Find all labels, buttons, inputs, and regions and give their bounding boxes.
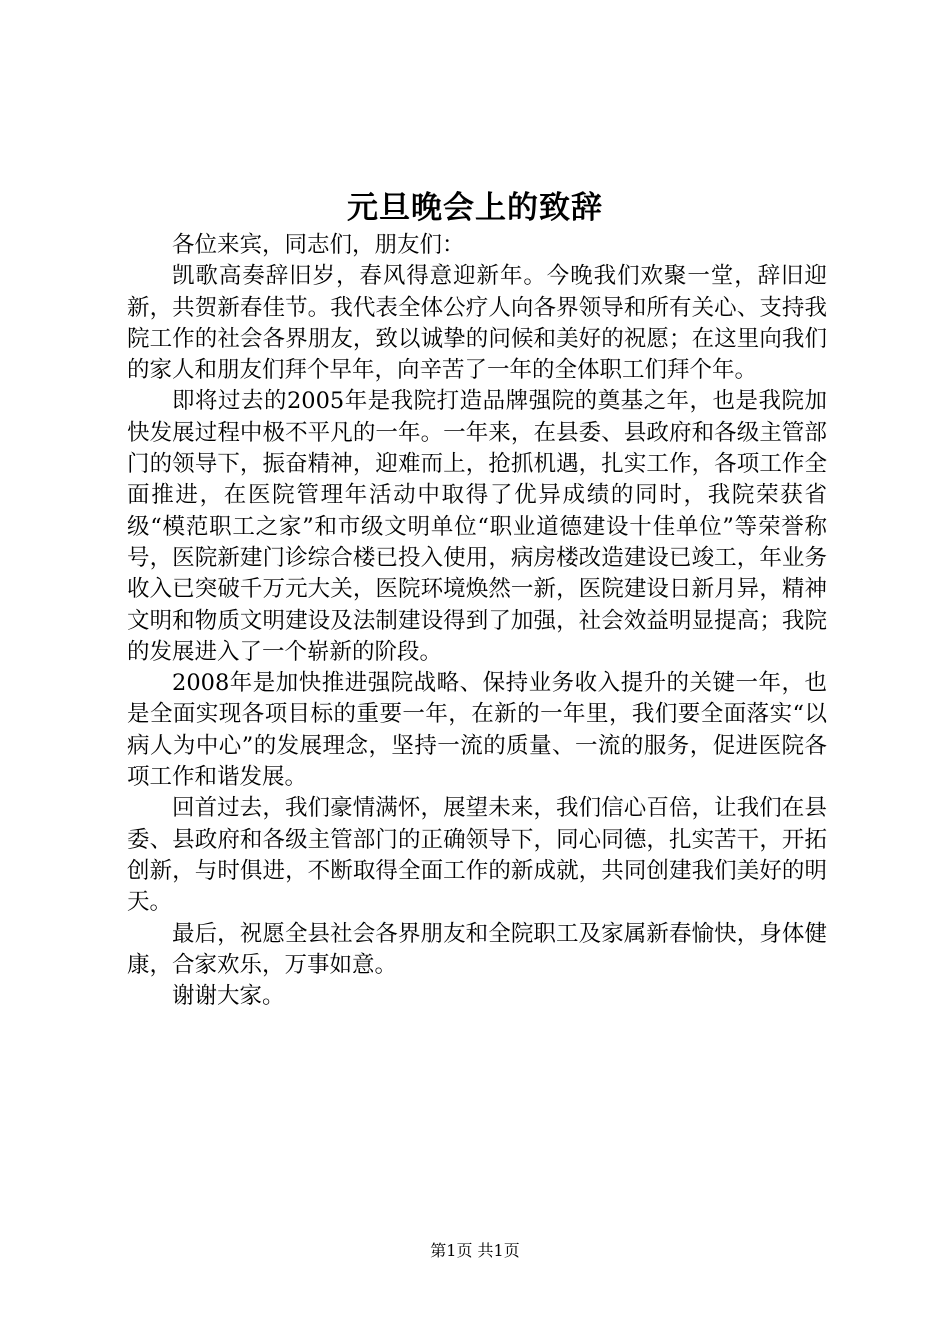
body-paragraph: 即将过去的2005年是我院打造品牌强院的奠基之年，也是我院加快发展过程中极不平凡的一年。一年来，在县委、县政府和各级主管部门的领导下，振奋精神，迎难而上，抢抓机遇，扎实工作，各项工作全面推进，在医院管理年活动中取得了优异成绩的同时，我院荣获省级“模范职工之家”和市级文明单位“职业道德建设十佳单位”等荣誉称号，医院新建门诊综合楼已投入使用，病房楼改造建设已竣工，年业务收入已突破千万元大关，医院环境焕然一新，医院建设日新月异，精神文明和物质文明建设及法制建设得到了加强，社会效益明显提高；我院的发展进入了一个崭新的阶段。 [127, 388, 827, 665]
closing-paragraph: 谢谢大家。 [172, 983, 285, 1010]
body-paragraph: 回首过去，我们豪情满怀，展望未来，我们信心百倍，让我们在县委、县政府和各级主管部门的正确领导下，同心同德，扎实苦干，开拓创新，与时俱进，不断取得全面工作的新成就，共同创建我们美好的明天。 [127, 795, 827, 916]
document-body [127, 230, 827, 1012]
body-paragraph: 2008年是加快推进强院战略、保持业务收入提升的关键一年，也是全面实现各项目标的重要一年，在新的一年里，我们要全面落实“以病人为中心”的发展理念，坚持一流的质量、一流的服务，促进医院各项工作和谐发展。 [127, 670, 827, 791]
document-title: 元旦晚会上的致辞 [347, 190, 603, 226]
salutation-paragraph: 各位来宾，同志们，朋友们： [172, 232, 465, 258]
body-paragraph: 凯歌高奏辞旧岁，春风得意迎新年。今晚我们欢聚一堂，辞旧迎新，共贺新春佳节。我代表全体公疗人向各界领导和所有关心、支持我院工作的社会各界朋友，致以诚挚的问候和美好的祝愿；在这里向我们的家人和朋友们拜个早年，向辛苦了一年的全体职工们拜个年。 [127, 263, 827, 384]
body-paragraph: 最后，祝愿全县社会各界朋友和全院职工及家属新春愉快，身体健康，合家欢乐，万事如意。 [127, 920, 827, 978]
page-number-footer: 第1页 共1页 [430, 1241, 520, 1260]
